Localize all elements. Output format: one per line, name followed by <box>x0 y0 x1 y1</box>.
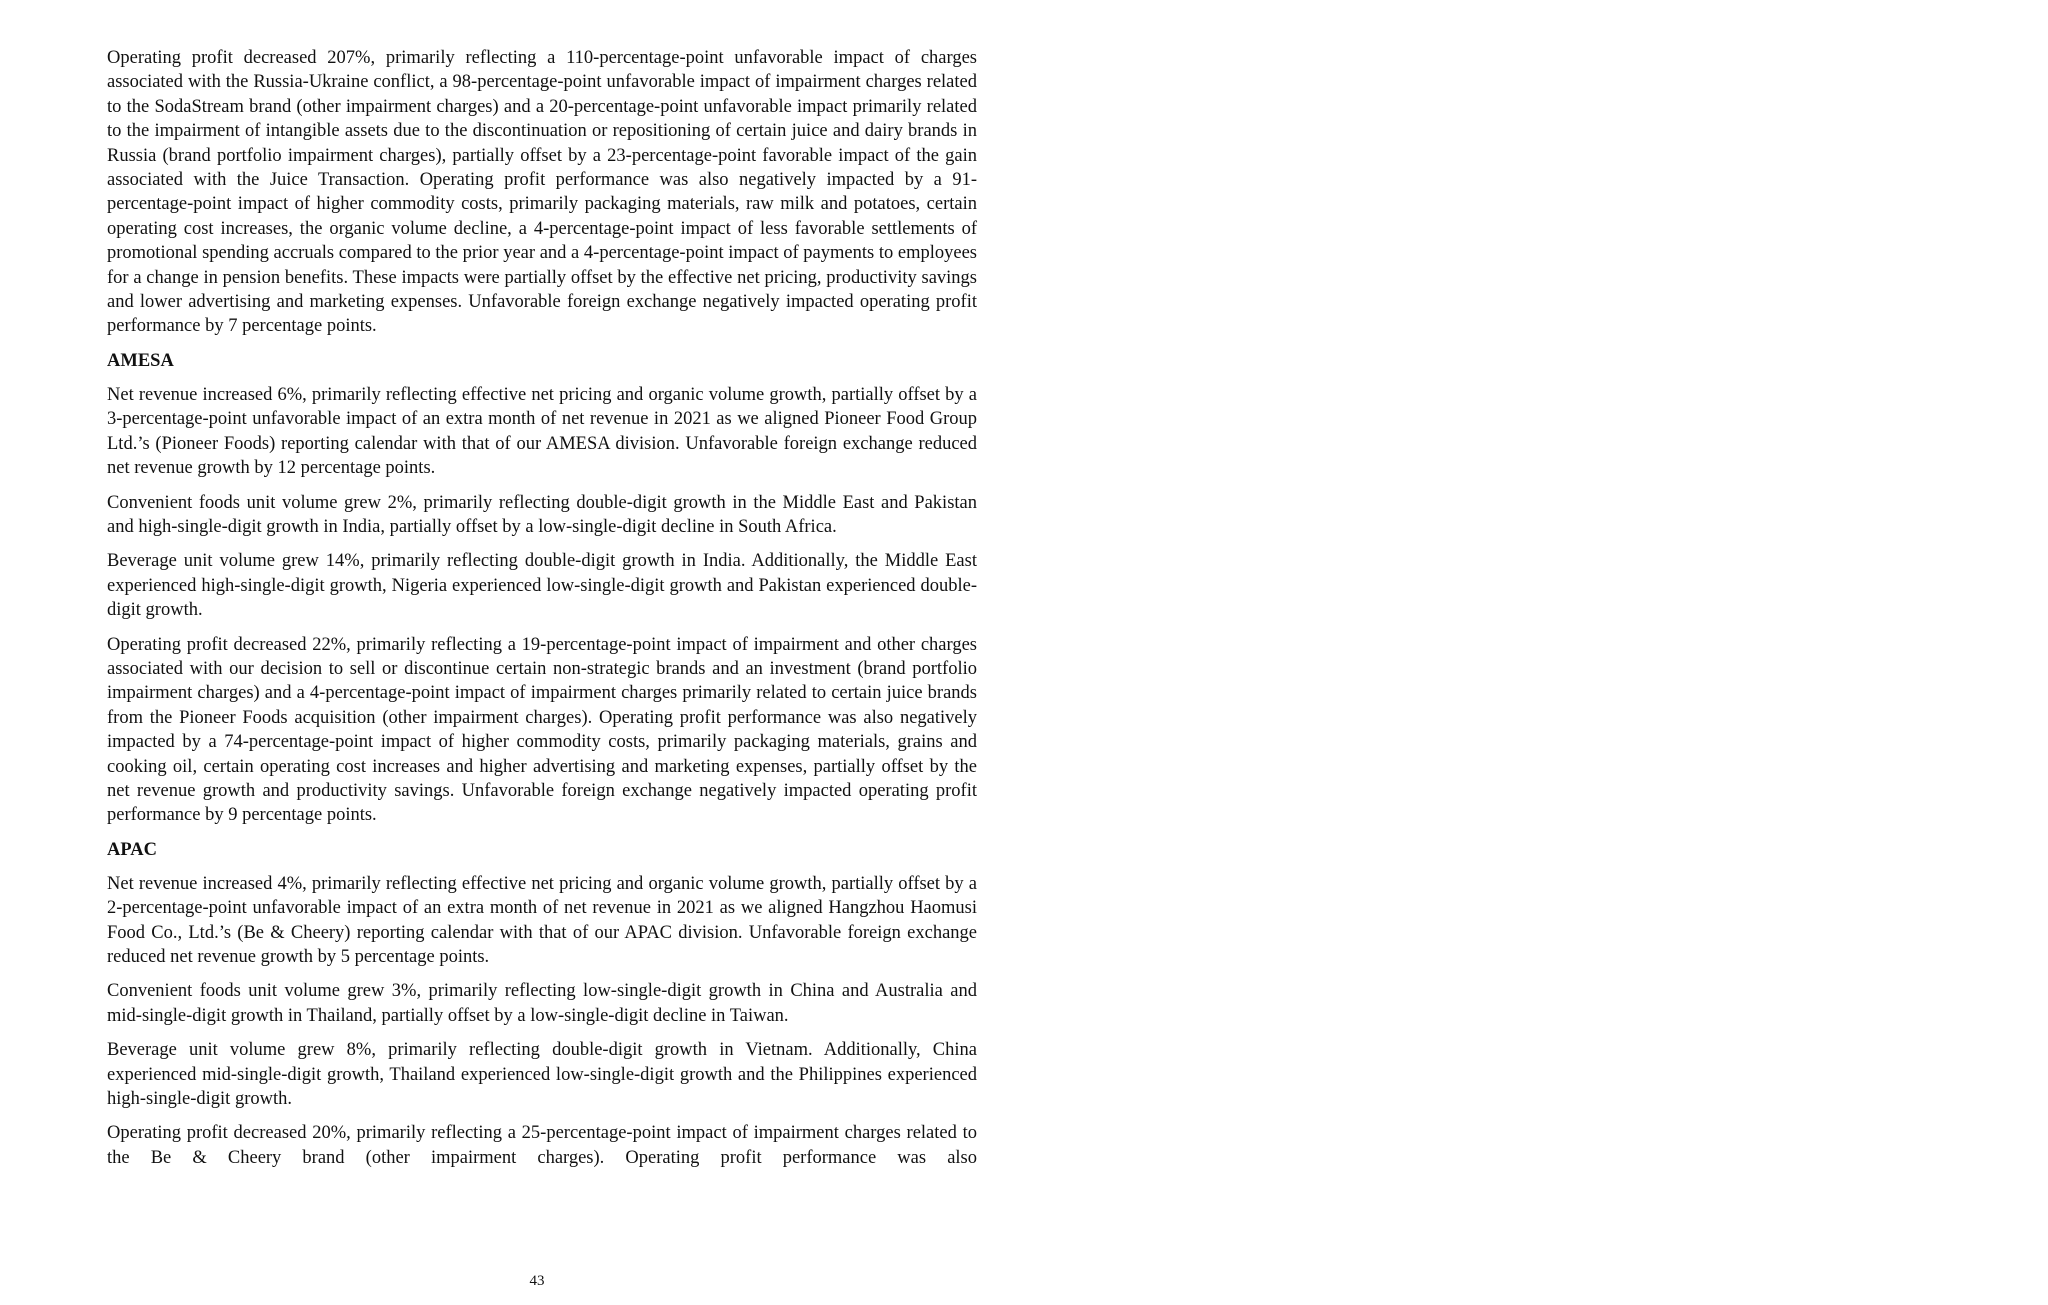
paragraph-europe-operating-profit: Operating profit decreased 207%, primarily reflecting a 110-percentage-point unfavorable impact of charges associated with the Russia-Ukraine conflict, a 98-percentage-point unfavorable impact of impairment charges related to the SodaStream brand (other impairment charges) and a 20-percentage-point unfavorable impact primarily related to the impairment of intangible assets due to the discontinuation or repositioning of certain juice and dairy brands in Russia (brand portfolio impairment charges), partially offset by a 23-percentage-point favorable impact of the gain associated with the Juice Transaction. Operating profit performance was also negatively impacted by a 91-percentage-point impact of higher commodity costs, primarily packaging materials, raw milk and potatoes, certain operating cost increases, the organic volume decline, a 4-percentage-point impact of less favorable settlements of promotional spending accruals compared to the prior year and a 4-percentage-point impact of payments to employees for a change in pension benefits. These impacts were partially offset by the effective net pricing, productivity savings and lower advertising and marketing expenses. Unfavorable foreign exchange negatively impacted operating profit performance by 7 percentage points. <box>107 48 977 337</box>
paragraph-apac-operating-profit: Operating profit decreased 20%, primarily reflecting a 25-percentage-point impact of impairment charges related to the Be & Cheery brand (other impairment charges). Operating profit performance was also <box>107 1123 977 1168</box>
paragraph-amesa-convenient-foods: Convenient foods unit volume grew 2%, primarily reflecting double-digit growth in the Middle East and Pakistan and high-single-digit growth in India, partially offset by a low-single-digit decline in South Africa. <box>107 492 977 537</box>
page-number: 43 <box>529 1273 545 1289</box>
section-heading-apac: APAC <box>107 839 158 860</box>
paragraph-amesa-net-revenue: Net revenue increased 6%, primarily reflecting effective net pricing and organic volume growth, partially offset by a 3-percentage-point unfavorable impact of an extra month of net revenue in 2021 as we aligned Pioneer Food Group Ltd.’s (Pioneer Foods) reporting calendar with that of our AMESA division. Unfavorable foreign exchange reduced net revenue growth by 12 percentage points. <box>107 384 977 479</box>
paragraph-amesa-operating-profit: Operating profit decreased 22%, primarily reflecting a 19-percentage-point impact of impairment and other charges associated with our decision to sell or discontinue certain non-strategic brands and an investment (brand portfolio impairment charges) and a 4-percentage-point impact of impairment charges primarily related to certain juice brands from the Pioneer Foods acquisition (other impairment charges). Operating profit performance was also negatively impacted by a 74-percentage-point impact of higher commodity costs, primarily packaging materials, grains and cooking oil, certain operating cost increases and higher advertising and marketing expenses, partially offset by the net revenue growth and productivity savings. Unfavorable foreign exchange negatively impacted operating profit performance by 9 percentage points. <box>107 634 977 826</box>
paragraph-amesa-beverage: Beverage unit volume grew 14%, primarily reflecting double-digit growth in India. Additionally, the Middle East experienced high-single-digit growth, Nigeria experienced low-single-digit growth and Pakistan experienced double-digit growth. <box>107 551 977 621</box>
document-body <box>107 46 977 1180</box>
paragraph-apac-convenient-foods: Convenient foods unit volume grew 3%, primarily reflecting low-single-digit growth in China and Australia and mid-single-digit growth in Thailand, partially offset by a low-single-digit decline in Taiwan. <box>107 981 977 1026</box>
paragraph-apac-net-revenue: Net revenue increased 4%, primarily reflecting effective net pricing and organic volume growth, partially offset by a 2-percentage-point unfavorable impact of an extra month of net revenue in 2021 as we aligned Hangzhou Haomusi Food Co., Ltd.’s (Be & Cheery) reporting calendar with that of our APAC division. Unfavorable foreign exchange reduced net revenue growth by 5 percentage points. <box>107 873 977 967</box>
paragraph-apac-beverage: Beverage unit volume grew 8%, primarily reflecting double-digit growth in Vietnam. Additionally, China experienced mid-single-digit growth, Thailand experienced low-single-digit growth and the Philippines experienced high-single-digit growth. <box>107 1040 977 1110</box>
section-heading-amesa: AMESA <box>107 350 174 371</box>
